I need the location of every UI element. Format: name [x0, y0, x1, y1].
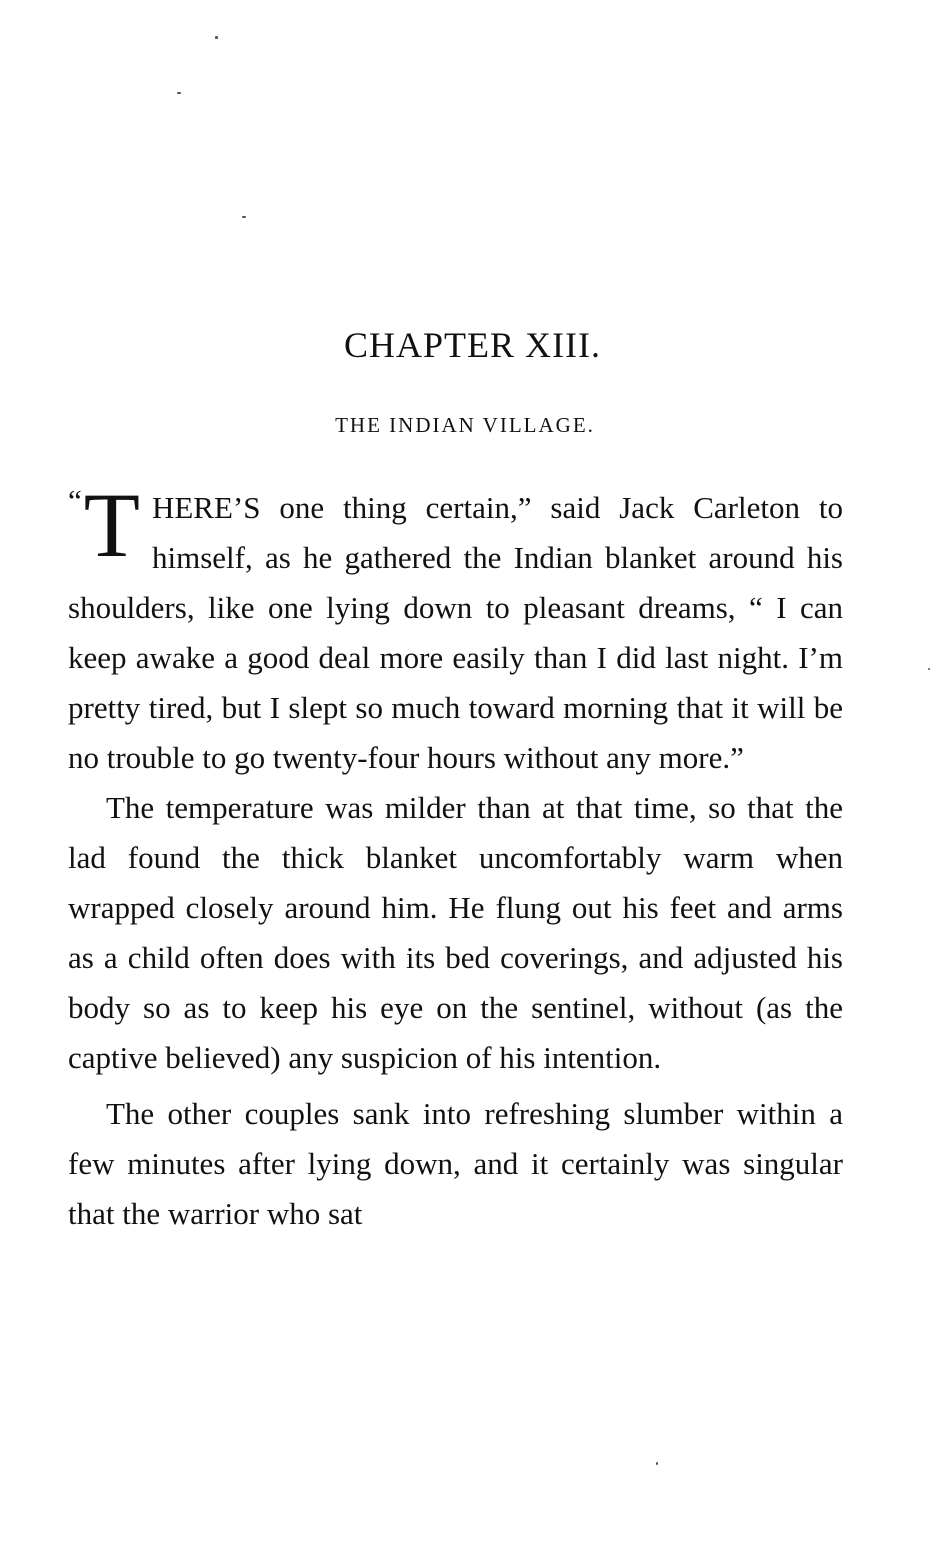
scan-speck — [177, 92, 181, 94]
paragraph: The other couples sank into refreshing slumber within a few minutes after lying down, and it certainly was singular that the warrior who sat — [68, 1096, 843, 1231]
drop-cap: T — [83, 474, 140, 576]
scan-speck — [242, 216, 246, 218]
chapter-heading: CHAPTER XIII. — [344, 325, 601, 365]
scan-speck — [656, 1462, 658, 1465]
paragraph: The temperature was milder than at that time, so that the lad found the thick blanket uncomfortably warm when wrapped closely around him. He flung out his feet and arms as a child often does with its bed coverings, and adjusted his body so as to keep his eye on the sentinel, without (as the captive believed) any suspicion of his intention. — [68, 790, 843, 1075]
chapter-subtitle: THE INDIAN VILLAGE. — [335, 413, 595, 437]
scan-speck — [215, 36, 218, 39]
chapter-body — [68, 474, 843, 1239]
drop-cap-group — [68, 474, 140, 583]
paragraph — [68, 474, 843, 783]
paragraph-text: HERE’S one thing certain,” said Jack Carleton to himself, as he gathered the Indian blanket around his shoulders, like one lying down to pleasant dreams, “ I can keep awake a good deal more easily than I did last night. I’m pretty tired, but I slept so much toward morning that it will be no trouble to go twenty-four hours without any more.” — [68, 490, 843, 775]
scan-speck — [928, 668, 930, 670]
opening-quote: “ — [68, 483, 82, 518]
